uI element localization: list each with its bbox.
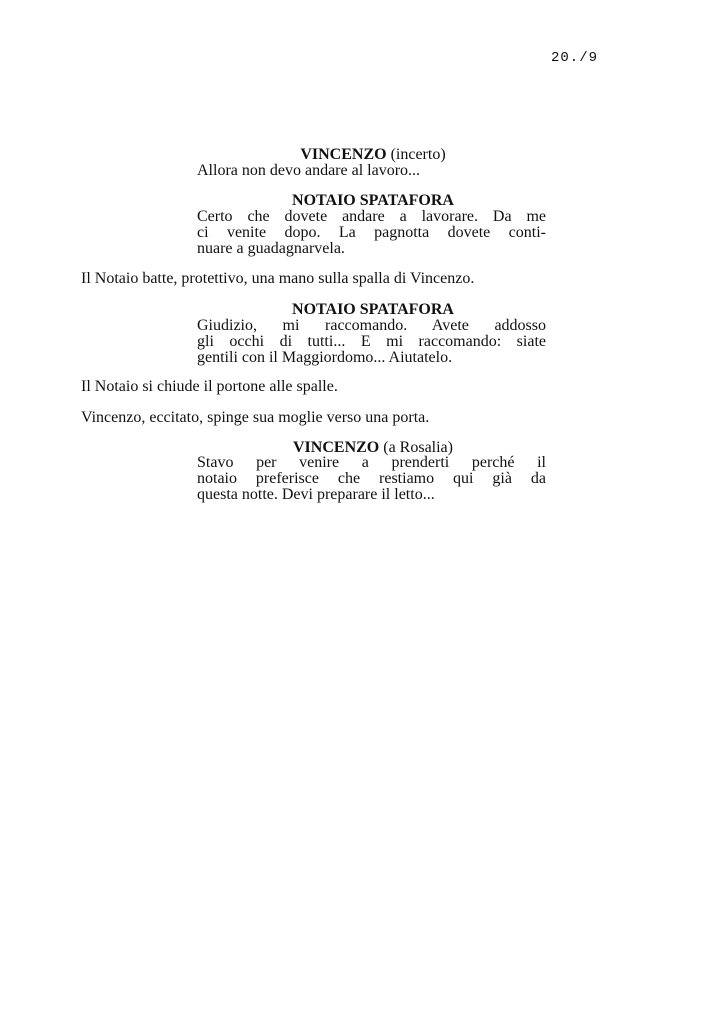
action-line: Vincenzo, eccitato, spinge sua moglie verso una porta.: [81, 409, 430, 426]
dialogue-block: [197, 209, 546, 257]
page-number: 20./9: [551, 50, 599, 66]
parenthetical: (incerto): [386, 146, 446, 163]
dialogue-block: [197, 318, 546, 366]
dialogue-line: questa notte. Devi preparare il letto...: [197, 486, 435, 503]
character-name: NOTAIO SPATAFORA: [292, 192, 454, 209]
dialogue-line: Giudizio, mi raccomando. Avete addosso: [197, 317, 546, 334]
dialogue-line: gentili con il Maggiordomo... Aiutatelo.: [197, 349, 453, 366]
action-line: Il Notaio batte, protettivo, una mano sulla spalla di Vincenzo.: [81, 270, 475, 287]
character-name: VINCENZO: [300, 146, 387, 163]
character-name: VINCENZO: [293, 439, 380, 456]
dialogue-line: Certo che dovete andare a lavorare. Da me: [197, 208, 546, 225]
dialogue-line: gli occhi di tutti... E mi raccomando: siate: [197, 333, 546, 350]
dialogue-line: ci venite dopo. La pagnotta dovete conti-: [197, 224, 546, 241]
dialogue-line: nuare a guadagnarvela.: [197, 240, 345, 257]
character-name: NOTAIO SPATAFORA: [292, 301, 454, 318]
dialogue-line: Allora non devo andare al lavoro...: [197, 162, 421, 179]
parenthetical: (a Rosalia): [379, 439, 453, 456]
dialogue-block: [197, 455, 546, 503]
dialogue-line: Stavo per venire a prenderti perché il: [197, 454, 546, 471]
action-line: Il Notaio si chiude il portone alle spalle.: [81, 378, 338, 395]
dialogue-line: notaio preferisce che restiamo qui già da: [197, 470, 546, 487]
